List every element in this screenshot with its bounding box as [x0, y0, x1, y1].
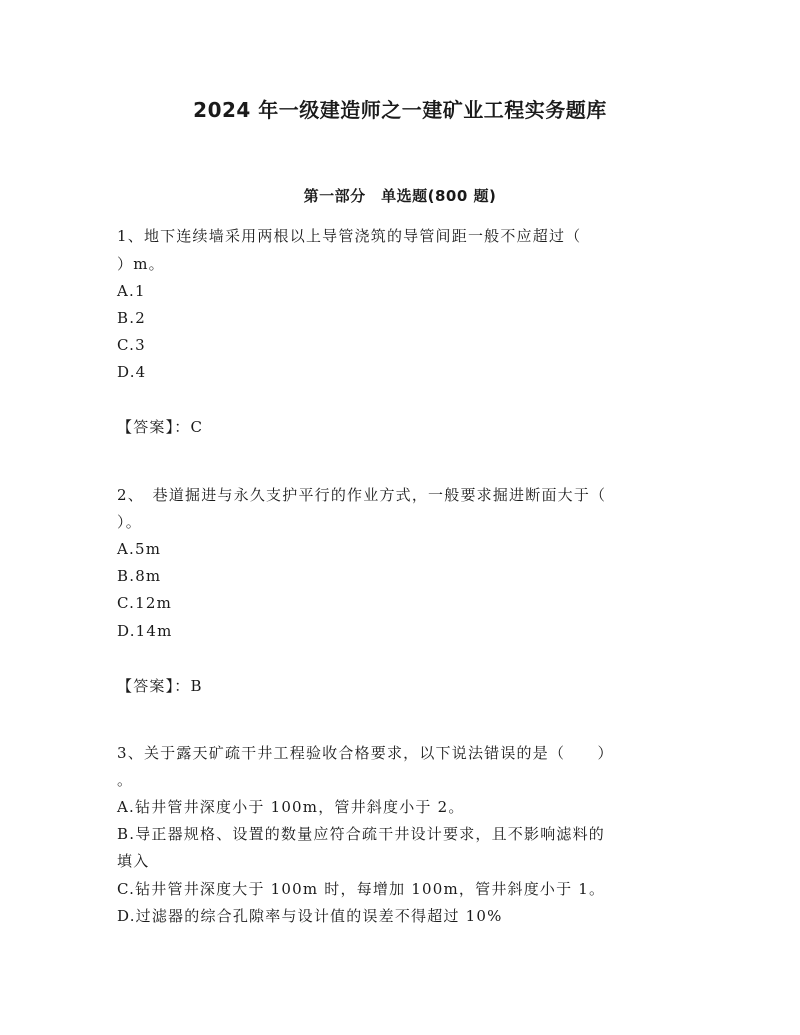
question-3-option-c: C.钻井管井深度大于 100m 时，每增加 100m，管井斜度小于 1。	[117, 880, 606, 898]
question-3-option-b: B.导正器规格、设置的数量应符合疏干井设计要求，且不影响滤料的	[117, 825, 605, 843]
question-1-text-cont: ）m。	[117, 255, 165, 273]
question-3-option-a: A.钻井管井深度小于 100m，管井斜度小于 2。	[117, 798, 465, 816]
question-2-option-c: C.12m	[117, 594, 173, 612]
question-2-text: 2、 巷道掘进与永久支护平行的作业方式，一般要求掘进断面大于（	[117, 486, 607, 504]
question-2-answer: 【答案】：B	[117, 677, 203, 695]
question-3-text: 3、关于露天矿疏干井工程验收合格要求，以下说法错误的是（ ）	[117, 744, 614, 762]
question-3-text-cont: 。	[117, 771, 134, 789]
question-1-text: 1、地下连续墙采用两根以上导管浇筑的导管间距一般不应超过（	[117, 227, 582, 245]
question-2-option-a: A.5m	[117, 540, 162, 558]
question-1-answer: 【答案】：C	[117, 418, 204, 436]
question-2-option-b: B.8m	[117, 567, 162, 585]
section-heading: 第一部分 单选题(800 题)	[303, 187, 497, 205]
question-1-option-b: B.2	[117, 309, 146, 327]
question-1-option-d: D.4	[117, 363, 147, 381]
question-1-option-c: C.3	[117, 336, 146, 354]
question-3-option-b-cont: 填入	[117, 852, 150, 870]
question-2-option-d: D.14m	[117, 622, 173, 640]
page-title: 2024 年一级建造师之一建矿业工程实务题库	[193, 98, 607, 122]
question-2-text-cont: ）。	[117, 513, 142, 531]
question-3-option-d: D.过滤器的综合孔隙率与设计值的误差不得超过 10%	[117, 907, 503, 925]
question-1-option-a: A.1	[117, 282, 146, 300]
